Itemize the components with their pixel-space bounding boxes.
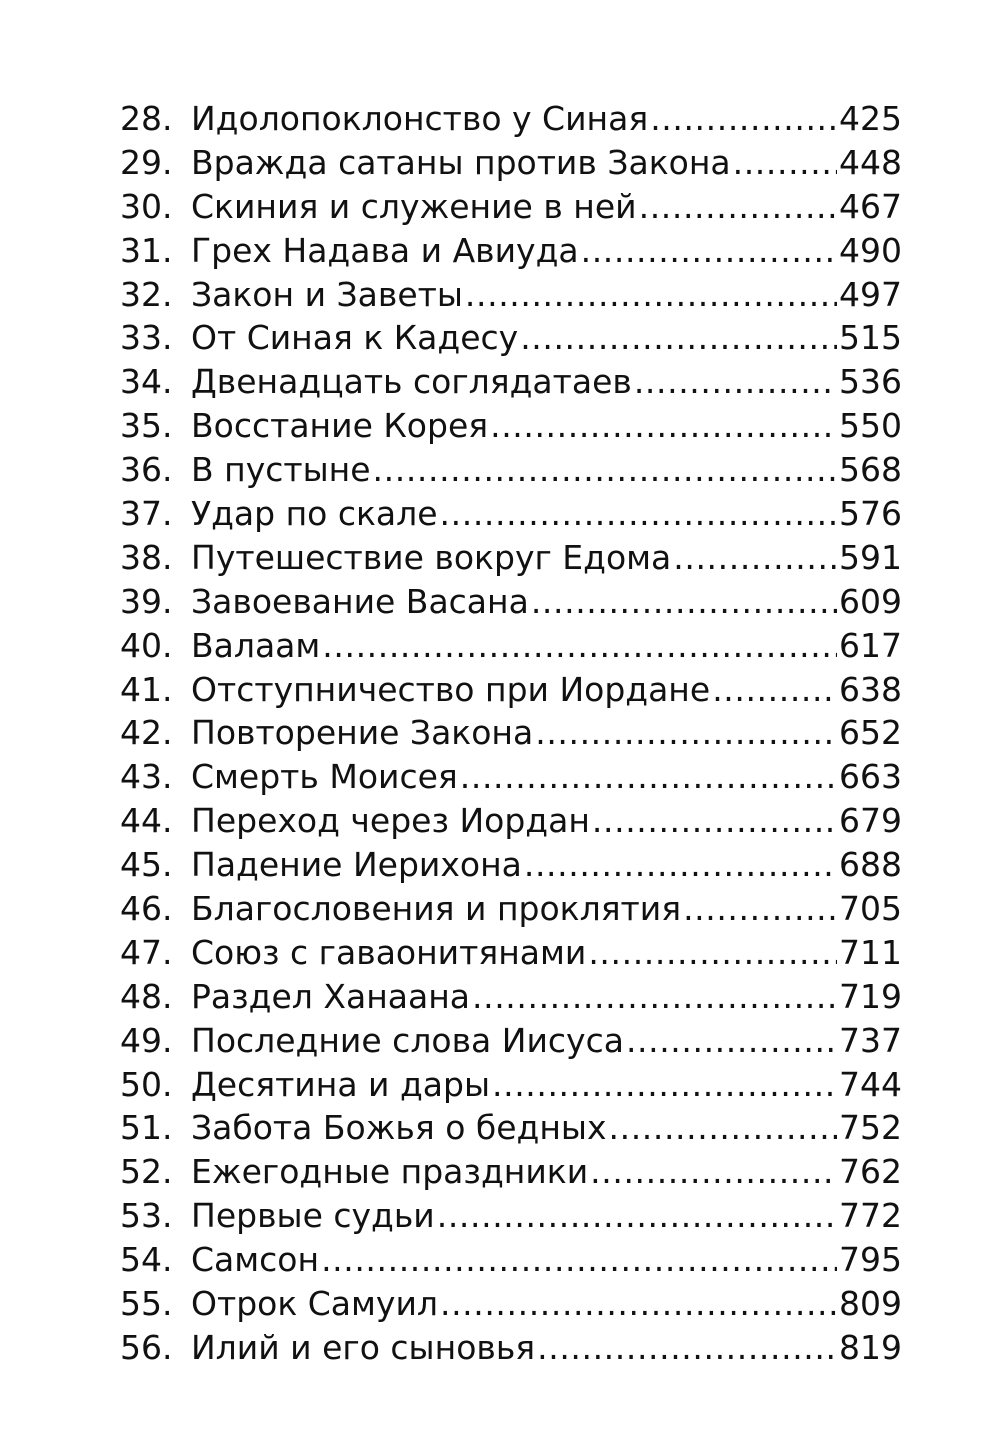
toc-entry (120, 492, 902, 536)
chapter-number: 39. (120, 581, 173, 621)
chapter-title: Завоевание Васана (191, 581, 529, 621)
chapter-title: Вражда сатаны против Закона (191, 142, 731, 182)
chapter-number: 45. (120, 845, 173, 885)
chapter-number: 49. (120, 1020, 173, 1060)
dot-leader (490, 404, 837, 448)
page-number: 705 (839, 889, 902, 929)
page-number: 772 (839, 1196, 902, 1236)
page-number: 819 (839, 1327, 902, 1367)
chapter-number: 46. (120, 889, 173, 929)
toc-entry (120, 404, 902, 448)
page-number: 737 (839, 1020, 902, 1060)
page-number: 663 (839, 757, 902, 797)
dot-leader (460, 755, 837, 799)
dot-leader (683, 887, 837, 931)
dot-leader (373, 448, 837, 492)
page-number: 652 (839, 713, 902, 753)
dot-leader (634, 360, 837, 404)
page-number: 467 (839, 186, 902, 226)
chapter-number: 54. (120, 1240, 173, 1280)
toc-entry (120, 668, 902, 712)
chapter-number: 50. (120, 1064, 173, 1104)
chapter-title: Союз с гаваонитянами (191, 932, 587, 972)
dot-leader (535, 711, 837, 755)
dot-leader (588, 931, 837, 975)
dot-leader (639, 185, 837, 229)
chapter-title: Благословения и проклятия (191, 889, 682, 929)
chapter-title: Самсон (191, 1240, 320, 1280)
page-number: 576 (839, 494, 902, 534)
chapter-number: 55. (120, 1284, 173, 1324)
chapter-title: Повторение Закона (191, 713, 534, 753)
dot-leader (437, 1194, 837, 1238)
chapter-number: 41. (120, 669, 173, 709)
chapter-number: 51. (120, 1108, 173, 1148)
dot-leader (733, 141, 837, 185)
toc-entry (120, 448, 902, 492)
chapter-number: 34. (120, 362, 173, 402)
chapter-number: 29. (120, 142, 173, 182)
page-number: 809 (839, 1284, 902, 1324)
chapter-number: 43. (120, 757, 173, 797)
chapter-title: Грех Надава и Авиуда (191, 230, 579, 270)
dot-leader (440, 1282, 837, 1326)
dot-leader (673, 536, 837, 580)
toc-entry (120, 316, 902, 360)
page-number: 744 (839, 1064, 902, 1104)
chapter-title: Отступничество при Иордане (191, 669, 711, 709)
chapter-number: 32. (120, 274, 173, 314)
page-number: 490 (839, 230, 902, 270)
dot-leader (537, 1326, 837, 1370)
chapter-title: От Синая к Кадесу (191, 318, 519, 358)
dot-leader (472, 975, 837, 1019)
page-number: 497 (839, 274, 902, 314)
dot-leader (321, 1238, 837, 1282)
page-number: 795 (839, 1240, 902, 1280)
dot-leader (626, 1019, 837, 1063)
chapter-number: 28. (120, 99, 173, 138)
toc-entry (120, 97, 902, 141)
chapter-title: Путешествие вокруг Едома (191, 537, 672, 577)
toc-entry (120, 141, 902, 185)
toc-entry (120, 1282, 902, 1326)
dot-leader (590, 1150, 837, 1194)
chapter-title: Забота Божья о бедных (191, 1108, 607, 1148)
toc-entry (120, 711, 902, 755)
chapter-number: 40. (120, 625, 173, 665)
toc-entry (120, 887, 902, 931)
chapter-number: 56. (120, 1327, 173, 1367)
chapter-number: 30. (120, 186, 173, 226)
chapter-title: Первые судьи (191, 1196, 435, 1236)
page-number: 688 (839, 845, 902, 885)
toc-entry (120, 1238, 902, 1282)
page-number: 425 (839, 99, 902, 138)
page-number: 711 (839, 932, 902, 972)
toc-entry (120, 229, 902, 273)
chapter-title: Ежегодные праздники (191, 1152, 589, 1192)
chapter-title: Смерть Моисея (191, 757, 458, 797)
toc-entry (120, 931, 902, 975)
page-number: 762 (839, 1152, 902, 1192)
toc-entry (120, 536, 902, 580)
chapter-title: Валаам (191, 625, 321, 665)
chapter-title: Последние слова Иисуса (191, 1020, 624, 1060)
chapter-number: 36. (120, 450, 173, 490)
dot-leader (712, 668, 837, 712)
dot-leader (524, 843, 837, 887)
chapter-title: Падение Иерихона (191, 845, 522, 885)
toc-entry (120, 1106, 902, 1150)
toc-entry (120, 755, 902, 799)
dot-leader (531, 580, 837, 624)
chapter-title: Закон и Заветы (191, 274, 463, 314)
toc-entry (120, 799, 902, 843)
chapter-title: Двенадцать соглядатаев (191, 362, 632, 402)
chapter-title: В пустыне (191, 450, 371, 490)
chapter-title: Десятина и дары (191, 1064, 491, 1104)
toc-entry (120, 580, 902, 624)
chapter-number: 44. (120, 801, 173, 841)
toc-entry (120, 360, 902, 404)
toc-entry (120, 624, 902, 668)
page-number: 679 (839, 801, 902, 841)
toc-entry (120, 843, 902, 887)
dot-leader (440, 492, 837, 536)
table-of-contents (120, 97, 902, 1370)
chapter-number: 38. (120, 537, 173, 577)
dot-leader (592, 799, 837, 843)
dot-leader (581, 229, 837, 273)
chapter-number: 42. (120, 713, 173, 753)
chapter-title: Раздел Ханаана (191, 976, 471, 1016)
chapter-title: Переход через Иордан (191, 801, 590, 841)
toc-entry (120, 185, 902, 229)
page-number: 568 (839, 450, 902, 490)
dot-leader (465, 273, 837, 317)
chapter-number: 47. (120, 932, 173, 972)
toc-entry (120, 1326, 902, 1370)
toc-entry (120, 975, 902, 1019)
page-number: 591 (839, 537, 902, 577)
chapter-number: 35. (120, 406, 173, 446)
chapter-number: 37. (120, 494, 173, 534)
chapter-title: Удар по скале (191, 494, 438, 534)
dot-leader (650, 97, 837, 141)
toc-entry (120, 1063, 902, 1107)
chapter-number: 48. (120, 976, 173, 1016)
chapter-title: Восстание Корея (191, 406, 489, 446)
toc-entry (120, 1150, 902, 1194)
chapter-title: Идолопоклонство у Синая (191, 99, 649, 138)
page-number: 536 (839, 362, 902, 402)
page-number: 515 (839, 318, 902, 358)
chapter-title: Илий и его сыновья (191, 1327, 536, 1367)
chapter-number: 52. (120, 1152, 173, 1192)
page-number: 550 (839, 406, 902, 446)
chapter-number: 53. (120, 1196, 173, 1236)
page-number: 609 (839, 581, 902, 621)
dot-leader (492, 1063, 837, 1107)
toc-entry (120, 1194, 902, 1238)
page-number: 638 (839, 669, 902, 709)
dot-leader (520, 316, 837, 360)
toc-entry (120, 273, 902, 317)
chapter-title: Отрок Самуил (191, 1284, 438, 1324)
page-number: 448 (839, 142, 902, 182)
chapter-title: Скиния и служение в ней (191, 186, 637, 226)
dot-leader (322, 624, 837, 668)
page-number: 752 (839, 1108, 902, 1148)
dot-leader (609, 1106, 837, 1150)
chapter-number: 33. (120, 318, 173, 358)
page-number: 719 (839, 976, 902, 1016)
toc-entry (120, 1019, 902, 1063)
page-number: 617 (839, 625, 902, 665)
chapter-number: 31. (120, 230, 173, 270)
